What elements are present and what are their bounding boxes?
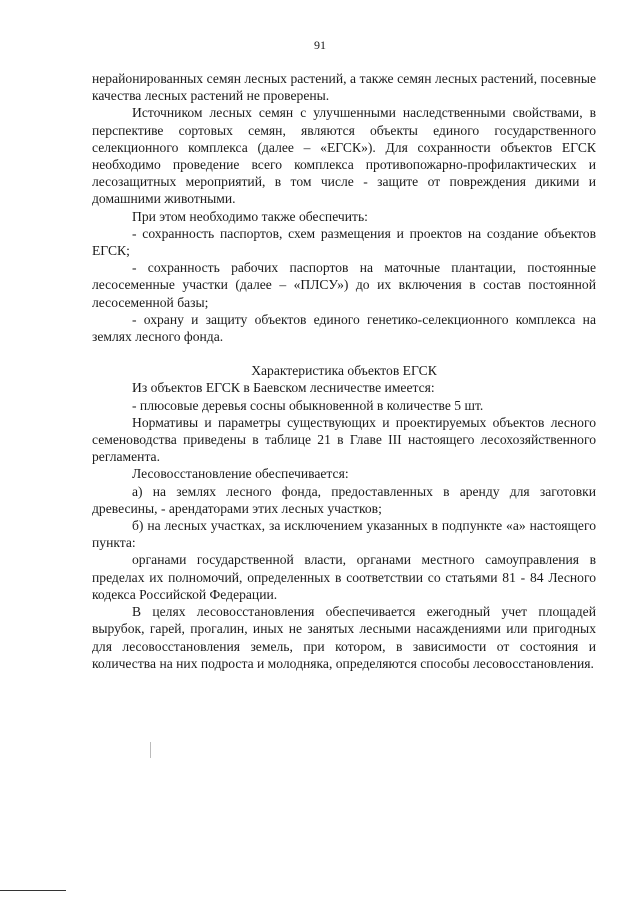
paragraph: Нормативы и параметры существующих и проектируемых объектов лесного семеноводства приведены в таблице 21 в Главе III настоящего лесохозяйственного регламента. [92,414,596,465]
paragraph: Из объектов ЕГСК в Баевском лесничестве имеется: [132,380,435,396]
paragraph: нерайонированных семян лесных растений, а также семян лесных растений, посевные качества лесных растений не проверены. [92,71,596,104]
spacer [92,345,596,362]
list-item: - сохранность паспортов, схем размещения и проектов на создание объектов ЕГСК; [92,225,596,259]
list-item: - плюсовые деревья сосны обыкновенной в количестве 5 шт. [132,397,484,413]
paragraph: Лесовосстановление обеспечивается: [132,466,349,482]
list-item: - охрану и защиту объектов единого генетико-селекционного комплекса на землях лесного фонда. [92,311,596,345]
page-number: 91 [314,38,326,52]
scan-artifact [150,742,151,758]
body-text [92,70,596,672]
paragraph: органами государственной власти, органами местного самоуправления в пределах их полномочий, определенных в соответствии со статьями 81 - 84 Лесного кодекса Российской Федерации. [92,552,596,602]
paragraph: Источником лесных семян с улучшенными наследственными свойствами, в перспективе сортовых семян, являются объекты единого государственного селекционного комплекса (далее – «ЕГСК»). Для сохранности объектов ЕГСК необходимо проведение всего комплекса противопожарно-профилактических и лесозащитных мероприятий, в том числе - защите от повреждения дикими и домашними животными. [92,105,596,207]
paragraph: В целях лесовосстановления обеспечивается ежегодный учет площадей вырубок, гарей, прогалин, иных не занятых лесными насаждениями или пригодных для лесовосстановления земель, при котором, в зависимости от состояния и количества на них подроста и молодняка, определяются способы лесовосстановления. [92,604,596,671]
section-heading: Характеристика объектов ЕГСК [251,363,437,379]
paragraph: При этом необходимо также обеспечить: [132,208,368,224]
list-item: - сохранность рабочих паспортов на маточные плантации, постоянные лесосеменные участки (далее – «ПЛСУ») до их включения в состав постоянной лесосеменной базы; [92,260,596,310]
list-item: а) на землях лесного фонда, предоставленных в аренду для заготовки древесины, - арендаторами этих лесных участков; [92,483,596,516]
list-item: б) на лесных участках, за исключением указанных в подпункте «а» настоящего пункта: [92,518,596,551]
footer-rule [0,890,66,891]
